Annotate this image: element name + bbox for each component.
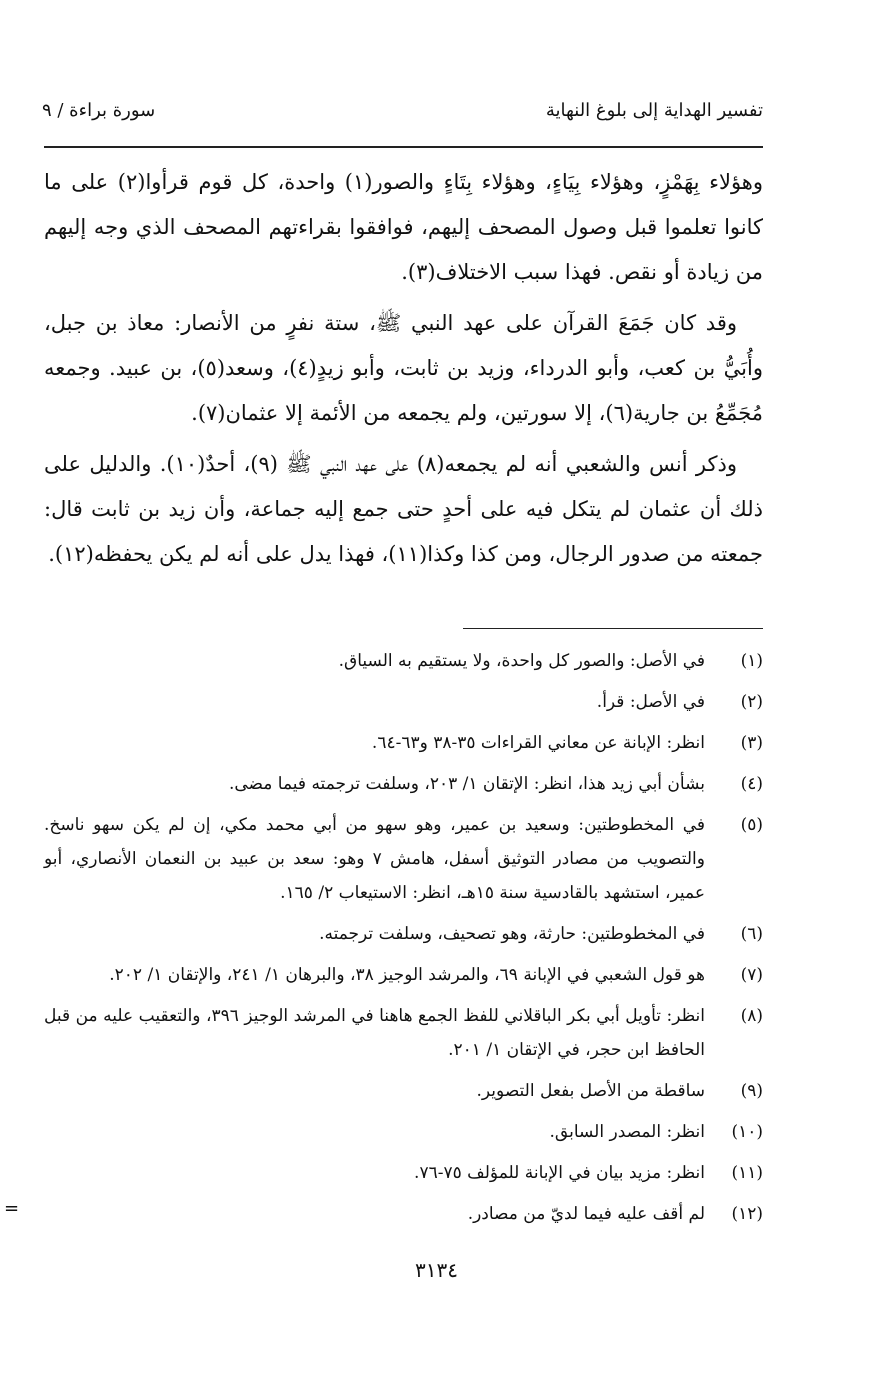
footnote-number: (٩): [740, 1081, 763, 1101]
footnote-divider: [463, 628, 763, 629]
footnote-text: هو قول الشعبي في الإبانة ٦٩، والمرشد الوجيز ٣٨، والبرهان ١/ ٢٤١، والإتقان ١/ ٢٠٢.: [109, 965, 705, 985]
footnote-number: (٥): [740, 815, 763, 835]
footnote-text: في المخطوطتين: حارثة، وهو تصحيف، وسلفت ترجمته.: [319, 924, 705, 944]
footnote-number: (٦): [740, 924, 763, 944]
footnote-text: ساقطة من الأصل بفعل التصوير.: [476, 1081, 705, 1101]
footnote-item: [44, 685, 763, 719]
footnote-number: (١٢): [731, 1204, 763, 1224]
footnote-item: [44, 958, 763, 992]
footnote-number: (١): [740, 651, 763, 671]
footnote-item: [44, 767, 763, 801]
footnote-item: [44, 726, 763, 760]
footnote-text: في المخطوطتين: وسعيد بن عمير، وهو سهو من أبي محمد مكي، إن لم يكن سهو ناسخ. والتصويب من مصادر التوثيق أسفل، هامش ٧ وهو: سعد بن عبيد بن النعمان الأنصاري، أبو عمير، استشهد بالقادسية سنة ١٥هـ، انظر: الاستيعاب ٢/ ١٦٥.: [44, 815, 705, 903]
book-title: تفسير الهداية إلى بلوغ النهاية: [545, 100, 763, 121]
footnote-item: [44, 999, 763, 1067]
footnote-text: لم أقف عليه فيما لديّ من مصادر.: [467, 1204, 705, 1224]
footnote-item: [44, 1074, 763, 1108]
footnote-text: بشأن أبي زيد هذا، انظر: الإتقان ١/ ٢٠٣، وسلفت ترجمته فيما مضى.: [228, 774, 705, 794]
footnote-number: (٣): [740, 733, 763, 753]
footnote-text: انظر: المصدر السابق.: [549, 1122, 705, 1142]
footnote-number: (٢): [740, 692, 763, 712]
footnote-text: في الأصل: والصور كل واحدة، ولا يستقيم به السياق.: [338, 651, 705, 671]
page-number: ٣١٣٤: [415, 1258, 458, 1282]
footnote-number: (١١): [731, 1163, 763, 1183]
footnote-number: (١٠): [731, 1122, 763, 1142]
header-divider: [44, 146, 763, 148]
margin-mark: =: [4, 1198, 20, 1219]
footnote-item: [44, 808, 763, 910]
paragraph: وقد كان جَمَعَ القرآن على عهد النبي ﷺ، ستة نفرٍ من الأنصار: معاذ بن جبل، وأُبَيُّ بن كعب، وأبو الدرداء، وزيد بن ثابت، وأبو زيدٍ(٤)، وسعد(٥)، بن عبيد. وجمعه مُجَمِّعُ بن جارية(٦)، إلا سورتين، ولم يجمعه من الأئمة إلا عثمان(٧).: [44, 311, 763, 425]
footnote-number: (٧): [740, 965, 763, 985]
footnote-text: في الأصل: قرأ.: [596, 692, 705, 712]
paragraph: وهؤلاء بِهَمْزٍ، وهؤلاء بِيَاءٍ، وهؤلاء بِتَاءٍ والصور(١) واحدة، كل قوم قرأوا(٢) على ما كانوا تعلموا قبل وصول المصحف إليهم، فوافقوا بقراءتهم المصحف الذي وجه إليهم من زيادة أو نقص. فهذا سبب الاختلاف(٣).: [44, 170, 764, 284]
footnote-number: (٨): [740, 1006, 763, 1026]
footnote-number: (٤): [740, 774, 763, 794]
footnote-item: [44, 1197, 763, 1231]
footnote-text: انظر: مزيد بيان في الإبانة للمؤلف ٧٥-٧٦.: [414, 1163, 705, 1183]
footnote-text: انظر: الإبانة عن معاني القراءات ٣٥-٣٨ و٦٣-٦٤.: [371, 733, 705, 753]
footnote-text: انظر: تأويل أبي بكر الباقلاني للفظ الجمع هاهنا في المرشد الوجيز ٣٩٦، والتعقيب عليه من قبل الحافظ ابن حجر، في الإتقان ١/ ٢٠١.: [44, 1006, 705, 1060]
footnote-item: [44, 644, 763, 678]
surah-title: سورة براءة / ٩: [42, 100, 156, 121]
footnote-item: [44, 917, 763, 951]
footnote-item: [44, 1115, 763, 1149]
footnotes: [44, 644, 763, 1238]
main-text: [44, 160, 763, 583]
paragraph: وذكر أنس والشعبي أنه لم يجمعه(٨) على عهد النبي ﷺ (٩)، أحدٌ(١٠). والدليل على ذلك أن عثمان لم يتكل فيه على أحدٍ حتى جمع إليه جماعة، وأن زيد بن ثابت قال: جمعته من صدور الرجال، ومن كذا وكذا(١١)، فهذا يدل على أنه لم يكن يحفظه(١٢).: [44, 452, 763, 566]
running-header: [42, 100, 763, 140]
footnote-item: [44, 1156, 763, 1190]
